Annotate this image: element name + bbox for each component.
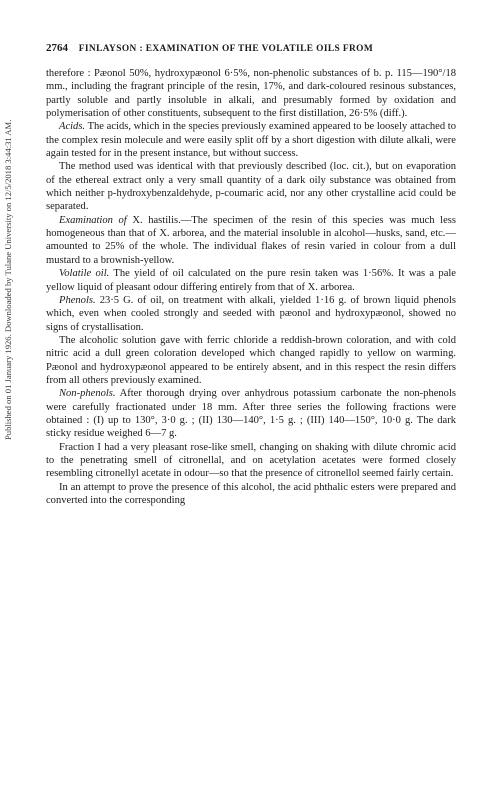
paragraph-text: therefore : Pæonol 50%, hydroxypæonol 6·5%, non-phenolic substances of b. p. 115—190°/18 mm., including the fragrant principle of the resin, 17%, and dark-coloured resinous substances, partly soluble and partly insoluble in alkali, and presumably formed by oxidation and polymerisation of other constituents, subsequent to the first distillation, 26·5% (diff.). (46, 68, 456, 120)
download-notice: Published on 01 January 1926. Downloaded by Tulane University on 12/5/2018 3:44:31 AM. (3, 119, 13, 441)
section-lead-acids: Acids. (59, 121, 86, 133)
paragraph-text: The yield of oil calculated on the pure resin taken was 1·56%. It was a pale yellow liquid of pleasant odour differing entirely from that of X. arborea. (46, 268, 456, 293)
paragraph (46, 481, 456, 508)
journal-page (46, 42, 456, 507)
paragraph (46, 441, 456, 481)
section-lead-examination: Examination of (59, 214, 127, 226)
paragraph-text: Fraction I had a very pleasant rose-like smell, changing on shaking with dilute chromic acid to the penetrating smell of citronellal, and on acetylation acetates were formed closely resembling citronellyl acetate in odour—so that the presence of citronellol seemed fairly certain. (46, 441, 456, 480)
paragraph (46, 160, 456, 213)
section-lead-phenols: Phenols. (59, 294, 96, 306)
paragraph-text: After thorough drying over anhydrous potassium carbonate the non-phenols were carefully fractionated under 18 mm. After three series the following fractions were obtained : (I) up to 130°, 3·0 g. ; (II) 130—140°, 1·5 g. ; (III) 140—150°, 10·0 g. The dark sticky residue weighed 6—7 g. (46, 388, 456, 440)
article-body (46, 67, 456, 507)
paragraph-text: In an attempt to prove the presence of this alcohol, the acid phthalic esters were prepared and converted into the corresponding (46, 481, 456, 506)
paragraph (46, 267, 456, 294)
paragraph-text: The alcoholic solution gave with ferric chloride a reddish-brown coloration, and with cold nitric acid a dull green coloration developed which changed rapidly to yellow on warming. Pæonol and hydroxypæonol appeared to be entirely absent, and in this respect the resin differs from all others previously examined. (46, 334, 456, 386)
running-header (46, 42, 456, 54)
paragraph (46, 294, 456, 334)
page-number: 2764 (46, 42, 68, 54)
paragraph (46, 334, 456, 387)
section-lead-volatile-oil: Volatile oil. (59, 268, 110, 280)
section-lead-non-phenols: Non-phenols. (59, 388, 116, 400)
paragraph (46, 120, 456, 160)
paragraph-text: X. hastilis.—The specimen of the resin of this species was much less homogeneous than that of X. arborea, and the material insoluble in alcohol—husks, sand, etc.—amounted to 25% of the whole. The individual flakes of resin varied in colour from a dull mustard to a brownish-yellow. (46, 214, 456, 266)
paragraph (46, 67, 456, 120)
paragraph (46, 214, 456, 267)
paragraph-text: 23·5 G. of oil, on treatment with alkali, yielded 1·16 g. of brown liquid phenols which, even when cooled strongly and seeded with pæonol and hydroxypæonol, showed no signs of crystallisation. (46, 294, 456, 333)
paragraph-text: The method used was identical with that previously described (loc. cit.), but on evaporation of the ethereal extract only a very small quantity of a dark oily substance was obtained from which neither p-hydroxybenzaldehyde, p-coumaric acid, nor any other crystalline acid could be separated. (46, 161, 456, 213)
paragraph (46, 387, 456, 440)
paragraph-text: The acids, which in the species previously examined appeared to be loosely attached to the complex resin molecule and were easily split off by a short digestion with dilute alkali, were again tested for in the present instance, but without success. (46, 121, 456, 160)
running-title: FINLAYSON : EXAMINATION OF THE VOLATILE OILS FROM (78, 44, 374, 54)
